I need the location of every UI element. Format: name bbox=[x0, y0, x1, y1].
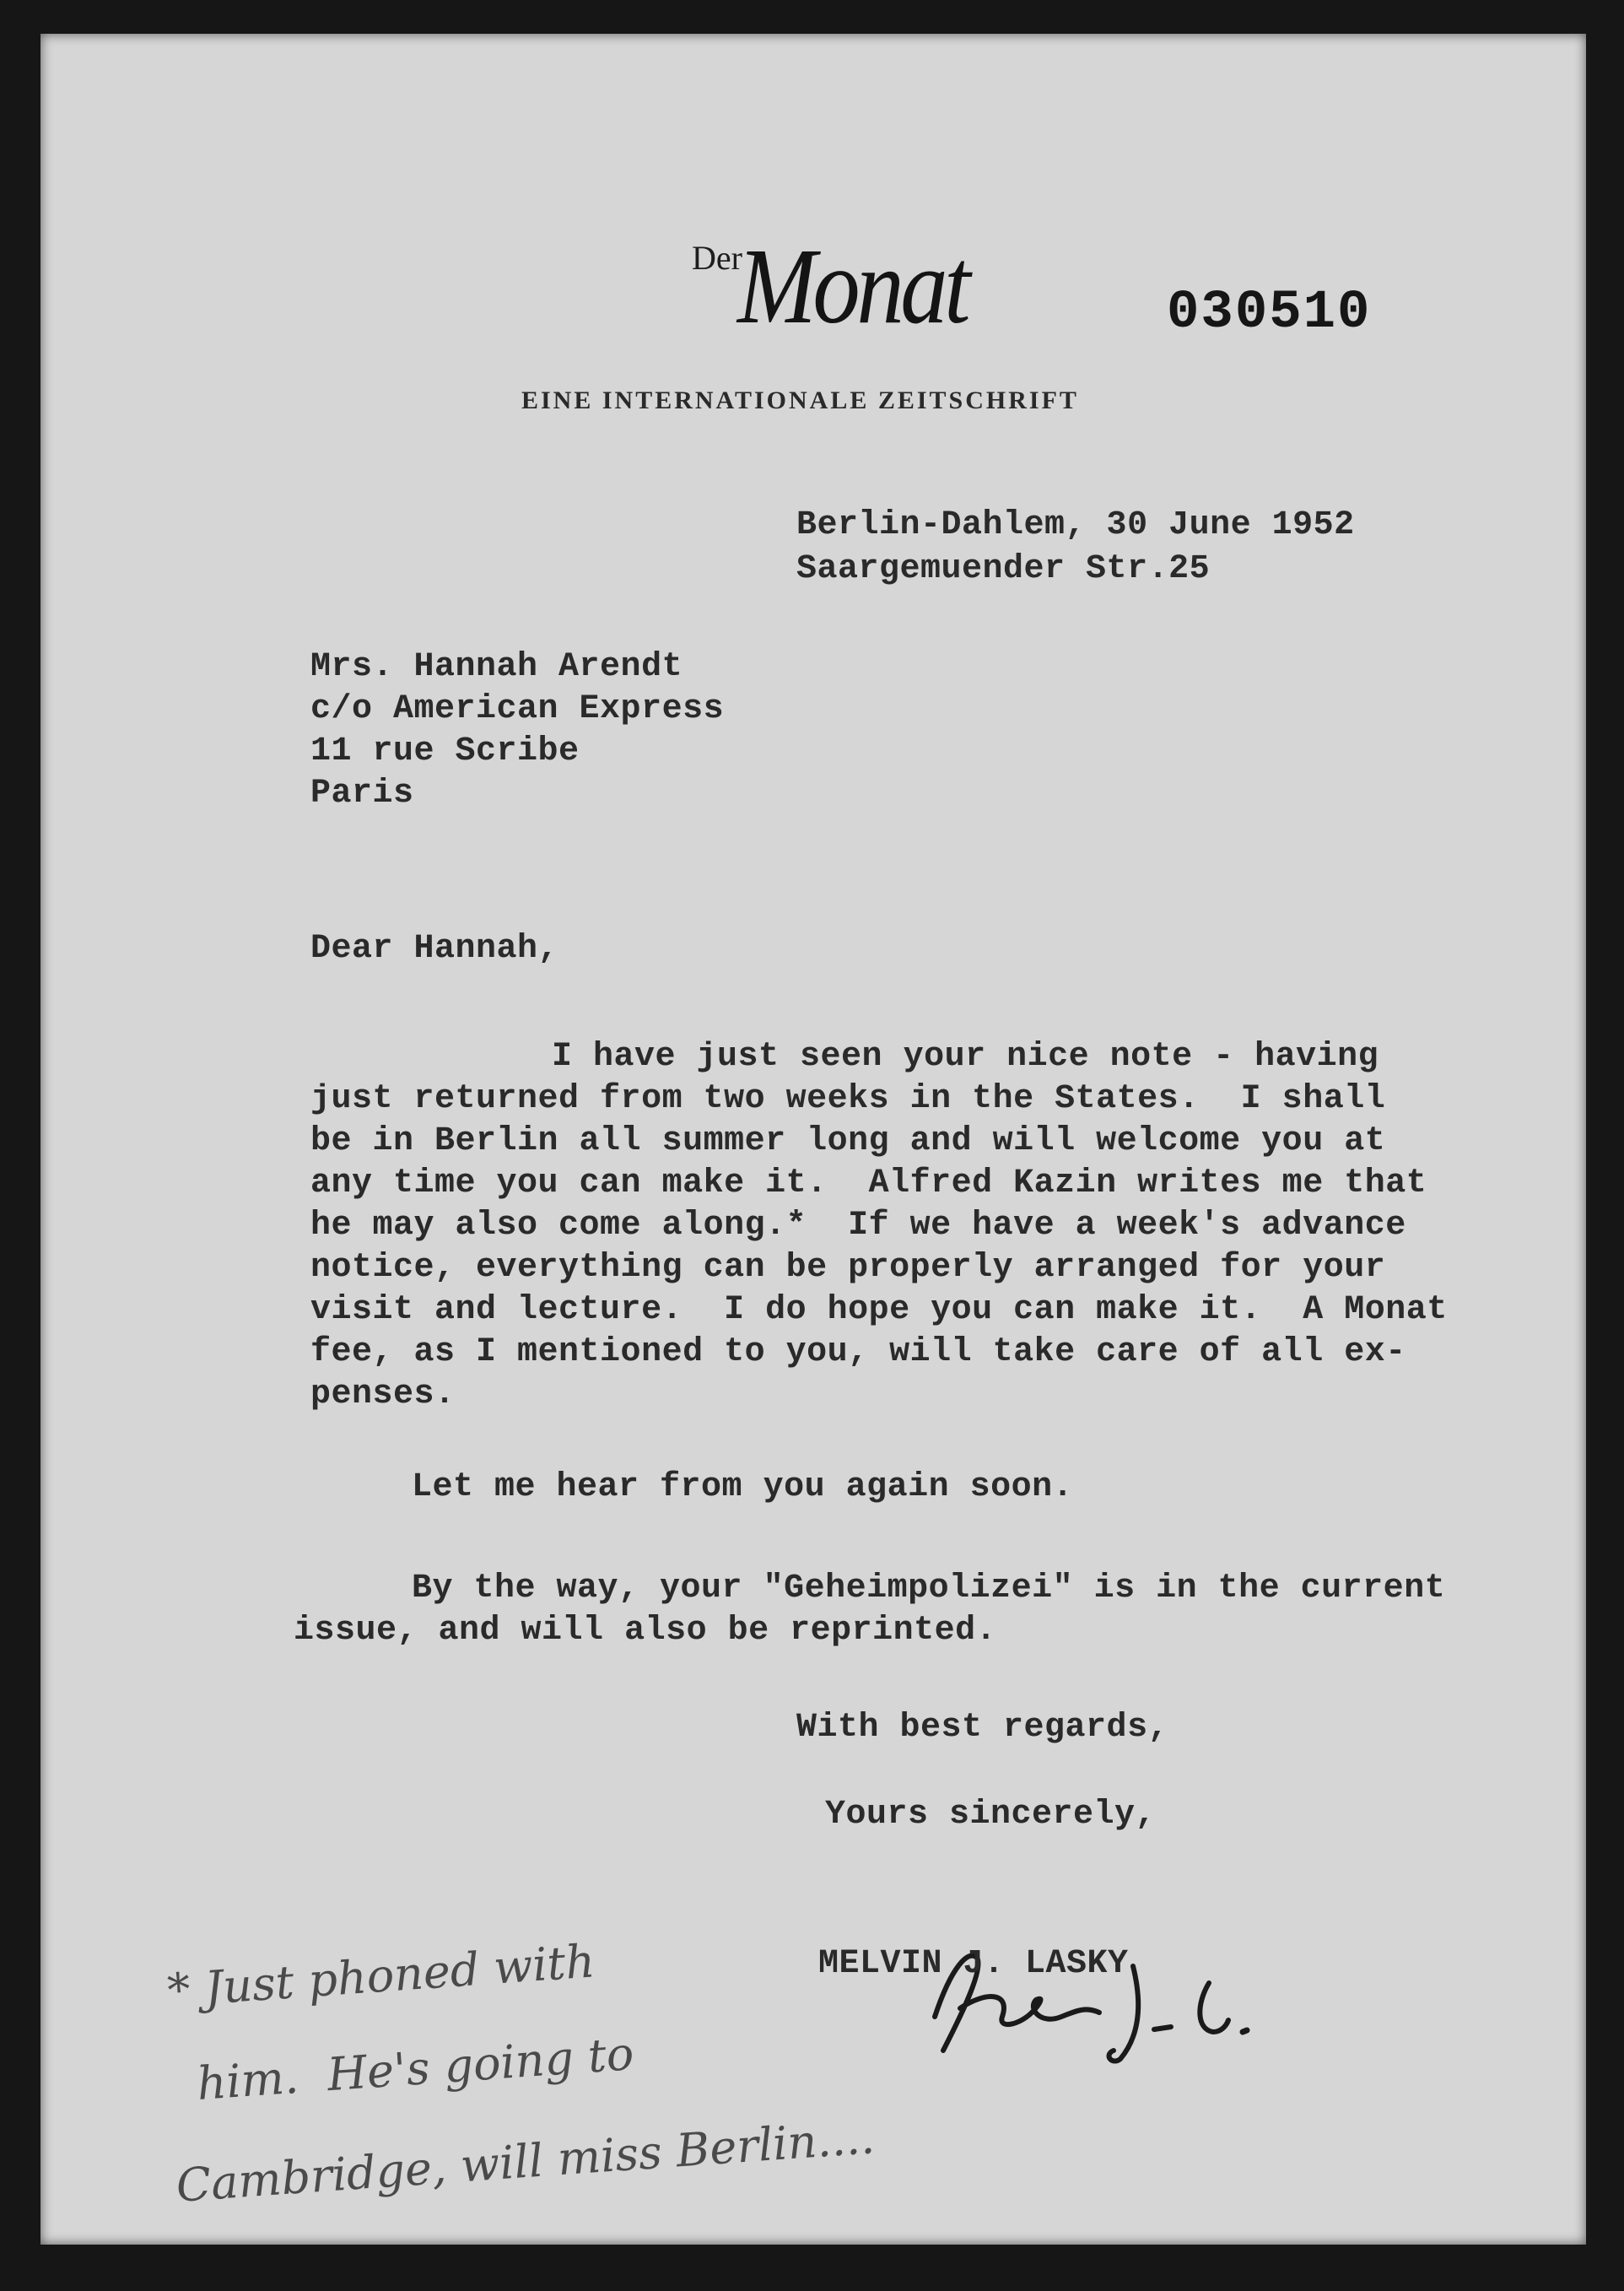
letterhead-tagline: EINE INTERNATIONALE ZEITSCHRIFT bbox=[521, 386, 1079, 414]
recipient-city: Paris bbox=[310, 775, 414, 813]
recipient-street: 11 rue Scribe bbox=[310, 732, 580, 770]
handwritten-note-line: Cambridge, will miss Berlin.... bbox=[174, 2110, 877, 2213]
closing-regards: With best regards, bbox=[796, 1709, 1169, 1747]
recipient-care-of: c/o American Express bbox=[310, 690, 725, 728]
recipient-name: Mrs. Hannah Arendt bbox=[310, 648, 683, 686]
salutation: Dear Hannah, bbox=[310, 930, 559, 968]
body-line: he may also come along.* If we have a week's advance bbox=[310, 1207, 1406, 1245]
body-line: fee, as I mentioned to you, will take care of all ex- bbox=[310, 1333, 1406, 1371]
handwritten-note-line: him. He's going to bbox=[195, 2026, 636, 2111]
body-line: visit and lecture. I do hope you can make it. A Monat bbox=[310, 1291, 1448, 1329]
body-line: I have just seen your nice note - having bbox=[552, 1038, 1379, 1076]
closing-sincerely: Yours sincerely, bbox=[825, 1796, 1157, 1834]
sender-place-date: Berlin-Dahlem, 30 June 1952 bbox=[796, 506, 1355, 544]
body-line: just returned from two weeks in the States. I shall bbox=[310, 1080, 1386, 1118]
signatory-name: MELVIN J. LASKY bbox=[818, 1945, 1129, 1983]
letter-page bbox=[40, 34, 1586, 2245]
body-line: penses. bbox=[310, 1375, 456, 1413]
body-line: any time you can make it. Alfred Kazin writes me that bbox=[310, 1164, 1427, 1202]
body-line: be in Berlin all summer long and will welcome you at bbox=[310, 1122, 1386, 1160]
body-line: notice, everything can be properly arranged for your bbox=[310, 1249, 1386, 1287]
logo-prefix: Der bbox=[692, 239, 742, 277]
document-number: 030510 bbox=[1167, 283, 1372, 343]
handwritten-note-line: * Just phoned with bbox=[165, 1934, 597, 2018]
body-paragraph-3-line: issue, and will also be reprinted. bbox=[294, 1612, 997, 1650]
body-paragraph-3-line: By the way, your "Geheimpolizei" is in the current bbox=[412, 1570, 1446, 1607]
logo-wordmark: Monat bbox=[737, 226, 968, 346]
body-paragraph-2: Let me hear from you again soon. bbox=[412, 1468, 1074, 1506]
sender-street: Saargemuender Str.25 bbox=[796, 550, 1211, 588]
